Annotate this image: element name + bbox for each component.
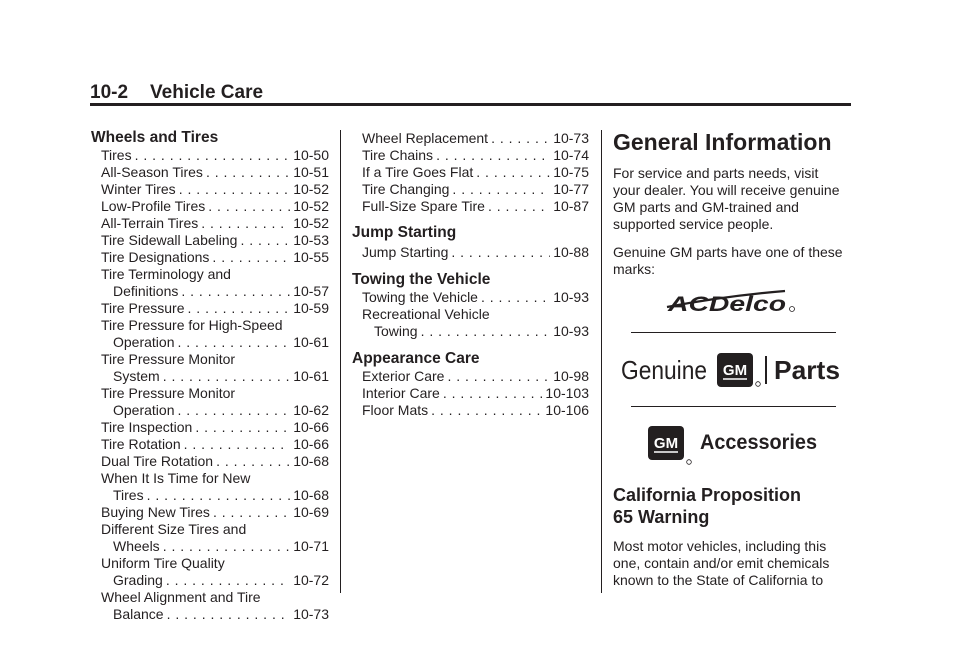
toc-page-number: 10-93 <box>553 323 589 339</box>
toc-dot-leader <box>177 402 290 419</box>
gm-accessories-logo <box>648 424 820 466</box>
toc-list-jump-starting <box>352 244 589 261</box>
toc-dot-leader <box>216 453 290 470</box>
toc-dot-leader <box>177 334 290 351</box>
heading-general-information: General Information <box>613 129 832 155</box>
toc-page-number: 10-72 <box>293 572 329 588</box>
toc-entry-title: All-Season Tires <box>101 164 203 180</box>
toc-dot-leader <box>188 300 291 317</box>
toc-page-number: 10-75 <box>553 164 589 180</box>
section-heading-appearance-care: Appearance Care <box>352 350 480 367</box>
toc-entry[interactable] <box>101 283 329 300</box>
toc-dot-leader <box>452 181 550 198</box>
toc-entry-title: Wheel Replacement <box>362 130 489 146</box>
toc-entry[interactable] <box>101 181 329 198</box>
toc-entry[interactable] <box>101 606 329 623</box>
running-header <box>90 82 263 104</box>
toc-entry-line1: Tire Terminology and <box>101 266 231 282</box>
toc-entry[interactable] <box>362 385 589 402</box>
toc-page-number: 10-103 <box>545 385 589 401</box>
toc-entry-title: Exterior Care <box>362 368 445 384</box>
toc-page-number: 10-61 <box>293 334 329 350</box>
toc-entry[interactable] <box>101 334 329 351</box>
chapter-title: Vehicle Care <box>150 82 264 103</box>
toc-page-number: 10-77 <box>553 181 589 197</box>
toc-entry-line1: Tire Pressure Monitor <box>101 351 236 367</box>
toc-entry-title: Floor Mats <box>362 402 429 418</box>
toc-entry-line1: Wheel Alignment and Tire <box>101 589 261 605</box>
toc-entry[interactable] <box>101 436 329 453</box>
toc-page-number: 10-57 <box>293 283 329 299</box>
toc-dot-leader <box>206 164 290 181</box>
toc-entry-title: Dual Tire Rotation <box>101 453 214 469</box>
section-heading-towing: Towing the Vehicle <box>352 271 491 288</box>
toc-dot-leader <box>163 538 291 555</box>
toc-page-number: 10-55 <box>293 249 329 265</box>
toc-page-number: 10-52 <box>293 181 329 197</box>
toc-entry[interactable] <box>362 181 589 198</box>
toc-page-number: 10-106 <box>545 402 589 418</box>
toc-page-number: 10-88 <box>553 244 589 260</box>
toc-dot-leader <box>201 215 290 232</box>
toc-page-number: 10-52 <box>293 215 329 231</box>
toc-entry-title: Winter Tires <box>101 181 176 197</box>
gm-mark: GM <box>722 362 748 379</box>
toc-page-number: 10-53 <box>293 232 329 248</box>
toc-dot-leader <box>421 323 551 340</box>
toc-entry[interactable] <box>101 249 329 266</box>
acdelco-logo <box>665 287 797 315</box>
genuine-wordmark: Genuine <box>621 355 707 385</box>
toc-column-1 <box>91 129 329 623</box>
toc-entry[interactable] <box>101 147 329 164</box>
toc-entry-title: Grading <box>113 572 163 588</box>
toc-entry-title: Tire Chains <box>362 147 434 163</box>
toc-entry-line1: Tire Pressure Monitor <box>101 385 236 401</box>
toc-entry[interactable] <box>101 215 329 232</box>
toc-page-number: 10-93 <box>553 289 589 305</box>
section-heading-jump-starting: Jump Starting <box>352 224 457 241</box>
toc-list-appearance-care <box>352 368 589 419</box>
toc-list-wheels-and-tires <box>91 147 329 623</box>
toc-entry-title: Tire Changing <box>362 181 450 197</box>
toc-page-number: 10-73 <box>293 606 329 622</box>
toc-entry-title: Tire Pressure <box>101 300 185 316</box>
heading-california-prop65 <box>613 484 848 528</box>
acdelco-wordmark: ACDelco <box>666 293 787 315</box>
toc-dot-leader <box>208 198 290 215</box>
toc-entry-title: Interior Care <box>362 385 440 401</box>
toc-entry[interactable] <box>101 402 329 419</box>
toc-entry-title: Towing <box>374 323 418 339</box>
toc-entry[interactable] <box>101 368 329 385</box>
toc-entry-title: Tire Sidewall Labeling <box>101 232 238 248</box>
toc-page-number: 10-68 <box>293 487 329 503</box>
toc-entry-line1: Different Size Tires and <box>101 521 247 537</box>
heading-california-prop65-line2: 65 Warning <box>613 507 710 527</box>
toc-dot-leader <box>167 606 291 623</box>
toc-entry-line1: Uniform Tire Quality <box>101 555 225 571</box>
toc-page-number: 10-59 <box>293 300 329 316</box>
toc-entry[interactable] <box>101 232 329 249</box>
toc-dot-leader <box>240 232 290 249</box>
toc-entry[interactable] <box>362 368 589 385</box>
toc-page-number: 10-66 <box>293 436 329 452</box>
column-divider-1 <box>340 130 341 593</box>
toc-entry-title: System <box>113 368 160 384</box>
toc-page-number: 10-66 <box>293 419 329 435</box>
text-column-3 <box>613 128 848 278</box>
toc-dot-leader <box>431 402 542 419</box>
toc-entry-title: Low-Profile Tires <box>101 198 206 214</box>
toc-page-number: 10-73 <box>553 130 589 146</box>
toc-dot-leader <box>451 244 550 261</box>
toc-dot-leader <box>135 147 291 164</box>
toc-entry[interactable] <box>101 198 329 215</box>
toc-entry-title: Tire Inspection <box>101 419 193 435</box>
gm-mark-accessories: GM <box>653 435 679 452</box>
toc-dot-leader <box>447 368 550 385</box>
toc-page-number: 10-71 <box>293 538 329 554</box>
toc-page-number: 10-61 <box>293 368 329 384</box>
toc-entry-title: All-Terrain Tires <box>101 215 199 231</box>
heading-california-prop65-line1: California Proposition <box>613 485 802 505</box>
toc-page-number: 10-68 <box>293 453 329 469</box>
genuine-gm-parts-logo <box>621 350 843 392</box>
toc-dot-leader <box>195 419 290 436</box>
toc-entry[interactable] <box>101 538 329 555</box>
toc-dot-leader <box>436 147 550 164</box>
paragraph-prop65-warning: Most motor vehicles, including this one, contain and/or emit chemicals known to the State of California to <box>613 538 830 588</box>
toc-entry[interactable] <box>362 289 589 306</box>
toc-dot-leader <box>181 283 290 300</box>
toc-entry[interactable] <box>101 300 329 317</box>
toc-entry[interactable] <box>362 164 589 181</box>
toc-dot-leader <box>179 181 291 198</box>
toc-page-number: 10-62 <box>293 402 329 418</box>
toc-entry[interactable] <box>101 164 329 181</box>
header-rule <box>90 103 851 106</box>
toc-page-number: 10-87 <box>553 198 589 214</box>
toc-entry-title: Tires <box>101 147 132 163</box>
toc-entry-title: Tire Rotation <box>101 436 181 452</box>
toc-page-number: 10-50 <box>293 147 329 163</box>
toc-dot-leader <box>184 436 291 453</box>
toc-entry[interactable] <box>362 323 589 340</box>
page-number: 10-2 <box>90 82 129 103</box>
toc-list-wheels-continued <box>352 130 589 215</box>
toc-entry[interactable] <box>362 198 589 215</box>
toc-entry-title: Wheels <box>113 538 160 554</box>
toc-entry[interactable] <box>101 453 329 470</box>
section-heading-wheels-and-tires: Wheels and Tires <box>91 129 219 146</box>
logo-divider-2 <box>631 406 836 407</box>
toc-page-number: 10-98 <box>553 368 589 384</box>
toc-entry-title: If a Tire Goes Flat <box>362 164 474 180</box>
toc-dot-leader <box>488 198 550 215</box>
toc-entry-title: Tire Designations <box>101 249 210 265</box>
paragraph-genuine-marks: Genuine GM parts have one of these marks: <box>613 244 843 277</box>
parts-wordmark: Parts <box>774 355 840 385</box>
toc-entry[interactable] <box>362 402 589 419</box>
toc-dot-leader <box>212 249 290 266</box>
toc-entry-title: Buying New Tires <box>101 504 210 520</box>
toc-page-number: 10-69 <box>293 504 329 520</box>
toc-dot-leader <box>163 368 291 385</box>
toc-entry-title: Tires <box>113 487 144 503</box>
toc-dot-leader <box>476 164 550 181</box>
toc-entry-title: Definitions <box>113 283 179 299</box>
toc-dot-leader <box>443 385 543 402</box>
paragraph-service-parts: For service and parts needs, visit your dealer. You will receive genuine GM parts and GM-trained and supported service people. <box>613 165 840 232</box>
toc-entry[interactable] <box>362 147 589 164</box>
toc-entry-line1: Tire Pressure for High-Speed <box>101 317 283 333</box>
toc-entry[interactable] <box>101 504 329 521</box>
toc-dot-leader <box>481 289 550 306</box>
toc-entry[interactable] <box>101 419 329 436</box>
toc-dot-leader <box>213 504 290 521</box>
toc-column-2 <box>352 130 589 419</box>
toc-page-number: 10-52 <box>293 198 329 214</box>
logo-divider-1 <box>631 332 836 333</box>
toc-entry-title: Towing the Vehicle <box>362 289 478 305</box>
toc-entry[interactable] <box>101 572 329 589</box>
accessories-wordmark: Accessories <box>700 431 817 454</box>
toc-dot-leader <box>166 572 290 589</box>
toc-entry[interactable] <box>101 487 329 504</box>
toc-entry-title: Operation <box>113 402 175 418</box>
toc-dot-leader <box>147 487 291 504</box>
column-divider-2 <box>601 130 602 593</box>
text-column-3-lower <box>613 484 848 589</box>
toc-entry[interactable] <box>362 130 589 147</box>
toc-entry-line1: When It Is Time for New <box>101 470 251 486</box>
toc-entry-title: Full-Size Spare Tire <box>362 198 485 214</box>
toc-page-number: 10-51 <box>293 164 329 180</box>
toc-entry[interactable] <box>362 244 589 261</box>
toc-entry-title: Balance <box>113 606 164 622</box>
toc-entry-title: Operation <box>113 334 175 350</box>
toc-list-towing <box>352 289 589 340</box>
toc-page-number: 10-74 <box>553 147 589 163</box>
toc-dot-leader <box>491 130 550 147</box>
toc-entry-title: Jump Starting <box>362 244 449 260</box>
toc-entry-line1: Recreational Vehicle <box>362 306 490 322</box>
